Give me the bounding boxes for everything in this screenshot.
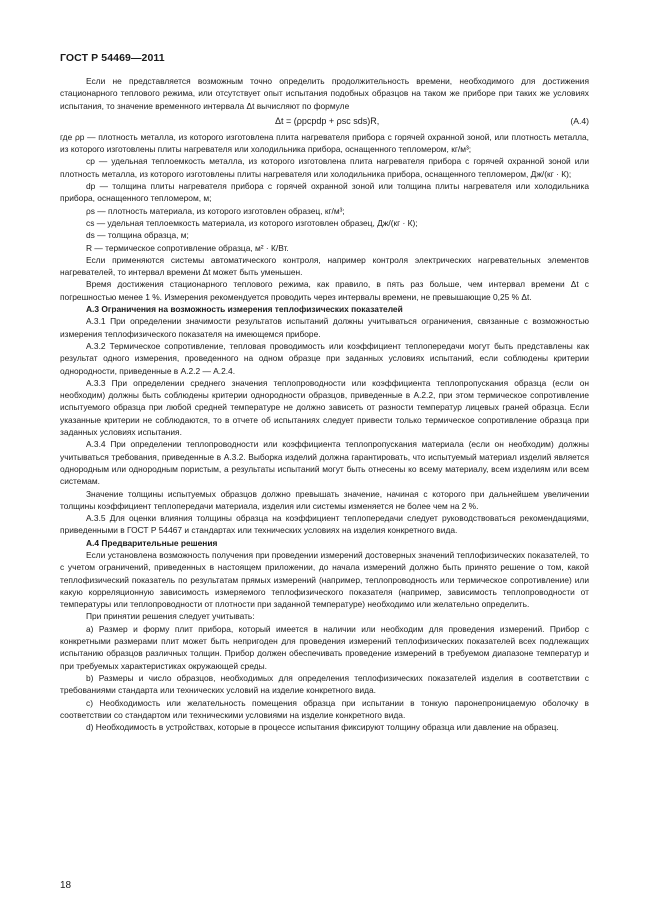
page-header: ГОСТ Р 54469—2011 [60,52,165,64]
legend-rho-p: где ρp — плотность металла, из которого изготовлена плита нагревателя прибора с горячей охранной зоной, или плотность металла, из которого изготовлены плиты нагревателя или холодильника прибора, оснащенного тепломером, кг/м³; [60,131,589,155]
paragraph-auto-control: Если применяются системы автоматического контроля, например контроля электрических нагревательных элементов нагревателей, то интервал времени Δt может быть уменьшен. [60,254,589,278]
clause-a4-intro: Если установлена возможность получения при проведении измерений достоверных значений теплофизических показателей, то с учетом ограничений, приведенных в настоящем приложении, до начала измерений должно быть принято решение о том, какой теплофизический показатель по результатам прямых измерений (например, теплопроводность или термическое сопротивление) или какую корреляционную зависимость измеряемого теплофизического показателя (например, зависимость теплопроводности от температуры или теплопроводности от плотности при заданной температуре) необходимо или желательно определить. [60,549,589,610]
legend-d-p: dp — толщина плиты нагревателя прибора с горячей охранной зоной или толщина плиты нагревателя или холодильника прибора, оснащенного тепломером, м; [60,181,589,204]
clause-a3-1: А.3.1 При определении значимости результатов испытаний должны учитываться ограничения, связанные с возможностью измерения теплофизического показателя на имеющемся приборе. [60,316,589,339]
section-heading-a3: А.3 Ограничения на возможность измерения теплофизических показателей [86,304,403,315]
page-number: 18 [60,880,72,891]
paragraph-time: Время достижения стационарного теплового режима, как правило, в пять раз больше, чем интервал времени Δt с погрешностью менее 1 %. Измерения рекомендуется проводить через интервалы времени, не превышающие 0,25 % Δt. [60,279,589,302]
formula-number: (А.4) [570,115,589,126]
clause-a3-2: А.3.2 Термическое сопротивление, тепловая проводимость или коэффициент теплопередачи могут быть представлены как результат одного измерения, проведенного на одном образце при заданных условиях испытаний, если соблюдены критерии однородности, приведенные в А.2.2 — А.2.4. [60,340,589,376]
clause-a3-5: А.3.5 Для оценки влияния толщины образца на коэффициент теплопередачи следует руководствоваться рекомендациями, приведенными в ГОСТ Р 54467 и стандартах или технических условиях на изделия конкретного вида. [60,513,589,536]
legend-c-s: cs — удельная теплоемкость материала, из которого изготовлен образец, Дж/(кг · К); [86,217,418,228]
paragraph-thickness: Значение толщины испытуемых образцов должно превышать значение, начиная с которого при дальнейшем увеличении толщины коэффициент теплопередачи материала, изделия или системы изменяется не более чем на 2 %. [60,488,589,511]
list-item-c: c) Необходимость или желательность помещения образца при испытании в тонкую паронепроницаемую оболочку в соответствии со стандартом или техническими условиями на изделие конкретного вида. [60,697,589,720]
clause-a3-4: А.3.4 При определении теплопроводности или коэффициента теплопропускания материала (если он необходим) должны учитываться требования, приведенные в А.3.2. Выборка изделий должна гарантировать, что испытуемый материал изделий является однородным или однородным пористым, а результаты испытаний могут быть отнесены ко всему материалу, всем изделиям или всем системам. [60,439,589,487]
legend-r: R — термическое сопротивление образца, м² · К/Вт. [86,242,289,253]
legend-rho-s: ρs — плотность материала, из которого изготовлен образец, кг/м³; [86,205,345,216]
section-heading-a4: А.4 Предварительные решения [86,537,218,548]
list-item-b: b) Размеры и число образцов, необходимых для определения теплофизических показателей изделия в соответствии с требованиями стандарта или технических условий на изделие конкретного вида. [60,672,589,696]
list-item-d: d) Необходимость в устройствах, которые в процессе испытания фиксируют толщину образца или давление на образец. [86,722,559,733]
list-item-a: a) Размер и форму плит прибора, который имеется в наличии или необходим для проведения измерений. Прибор с конкретными размерами плит может быть непригоден для проведения измерений теплофизических показателей всех подлежащих испытанию образцов различных толщин. Прибор должен обеспечивать проведение измерений в требуемом диапазоне температур и при требуемых характеристиках окружающей среды. [60,623,589,671]
formula-expression: Δt = (ρpcpdp + ρsc sds)R, [275,115,380,126]
paragraph-interval-intro: Если не представляется возможным точно определить продолжительность времени, необходимого для достижения стационарного теплового режима, или отсутствует опыт испытания подобных образцов на таком же приборе при таких же условиях испытания, то значение временного интервала Δt вычисляют по формуле [60,76,589,111]
legend-c-p: cp — удельная теплоемкость металла, из которого изготовлена плита нагревателя прибора с горячей охранной зоной или плотность металла, из которого изготовлены плиты нагревателя или холодильника прибора, оснащенного тепломером, Дж/(кг · К); [60,156,589,179]
clause-a3-3: А.3.3 При определении среднего значения теплопроводности или коэффициента теплопропускания образца (если он необходим) должны быть соблюдены критерии однородности образцов, приведенные в А.2.2, при этом термическое сопротивление испытуемого образца при любой средней температуре не должно зависеть от разности температур лицевых граней образца. Если указанные критерии не соблюдаются, то в отчете об испытаниях следует привести только термическое сопротивление образца при заданных условиях испытания. [60,377,589,438]
page-content [60,75,589,733]
formula-a4 [60,114,589,129]
clause-a4-consider: При принятии решения следует учитывать: [86,611,255,622]
legend-d-s: ds — толщина образца, м; [86,230,189,241]
